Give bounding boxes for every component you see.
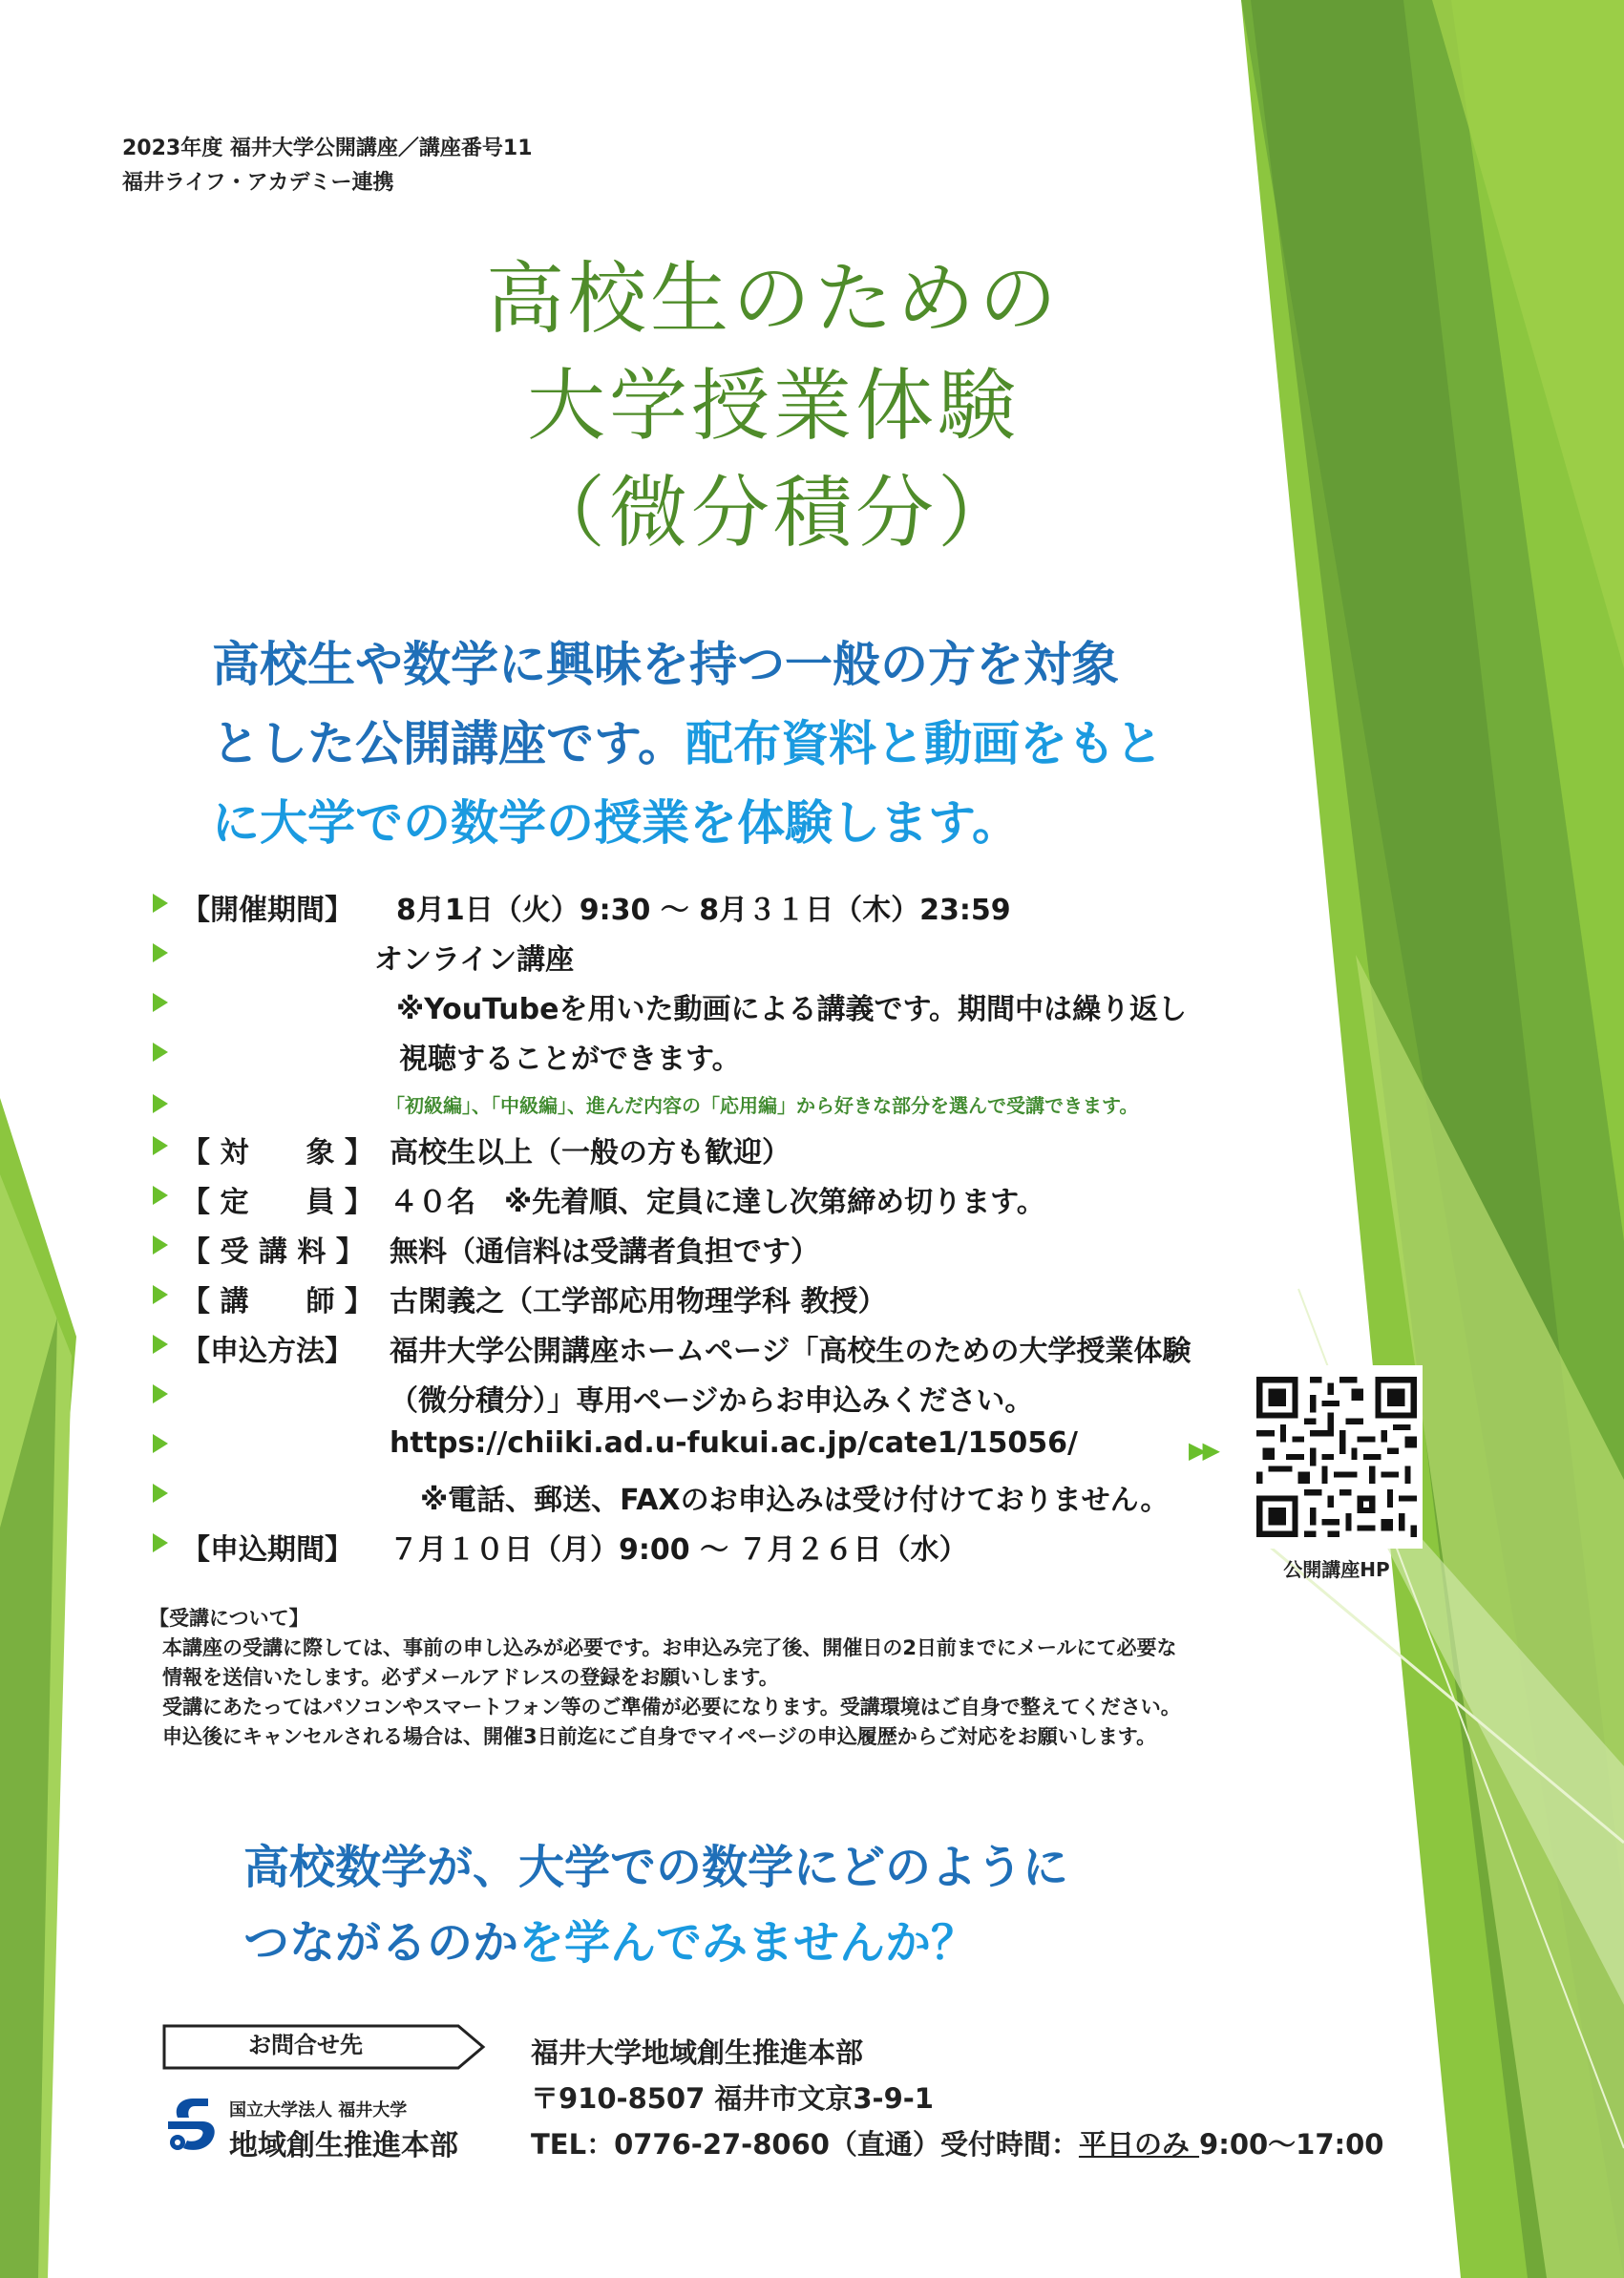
triangle-bullet-icon [153,993,168,1012]
triangle-bullet-icon [153,1235,168,1255]
qr-label: 公開講座HP [1283,1558,1390,1581]
triangle-bullet-icon [153,943,168,962]
triangle-bullet-icon [153,1335,168,1354]
youtube-note-2: 視聴することができます。 [399,1043,741,1076]
contact-address: 〒910-8507 福井市文京3-9-1 [531,2082,934,2115]
triangle-bullet-icon [153,1043,168,1062]
list-item [153,1520,1375,1570]
notes-heading: 【受講について】 [149,1607,309,1630]
notes-paragraph-4: 申込後にキャンセルされる場合は、開催3日前迄にご自身でマイページの申込履歴からご対応をお願いします。 [162,1725,1157,1748]
contact-hours-days: 平日のみ [1078,2128,1200,2161]
contact-label-box [162,2024,487,2070]
list-item [153,1371,1375,1421]
header-line-2: 福井ライフ・アカデミー連携 [122,171,394,195]
triangle-bullet-icon [153,1484,168,1503]
lead-line-2a: とした公開講座です。 [212,716,685,771]
list-item [153,930,1375,980]
details-list [153,880,1375,1570]
list-item [153,1470,1375,1520]
triangle-bullet-icon [153,1384,168,1403]
apply-url-link[interactable]: https://chiiki.ad.u-fukui.ac.jp/cate1/15056/ [390,1426,1078,1460]
list-item [153,1272,1375,1321]
header-line-1: 2023年度 福井大学公開講座／講座番号11 [122,137,533,160]
target-label: 【 対 象 】 [181,1136,373,1170]
logo-line-1: 国立大学法人 福井大学 [229,2100,408,2120]
list-item [153,1123,1375,1172]
closing-line-2b: を学んでみませんか？ [518,1916,978,1970]
arrow-icon: ▶▶ [1189,1437,1216,1464]
triangle-bullet-icon [153,1094,168,1113]
page-title [363,246,1184,567]
title-line-2: 大学授業体験 [526,361,1020,452]
apply-value-2: （微分積分）」専用ページからお申込みください。 [390,1384,1034,1418]
closing-message [243,1830,1294,1981]
contact-info [531,2030,1384,2167]
contact-box-label: お問合せ先 [248,2032,363,2058]
notes-paragraph-1: 本講座の受講に際しては、事前の申し込みが必要です。お申込み完了後、開催日の2日前までにメールにて必要な [162,1636,1177,1659]
lead-line-1: 高校生や数学に興味を持つ一般の方を対象 [212,637,1119,692]
university-logo [160,2095,504,2162]
title-line-1: 高校生のための [485,254,1061,345]
list-item [153,1321,1375,1371]
online-text: オンライン講座 [374,943,575,977]
notes-paragraph-2: 情報を送信いたします。必ずメールアドレスの登録をお願いします。 [162,1666,779,1689]
logo-mark-icon [160,2095,220,2158]
youtube-note-1: ※YouTubeを用いた動画による講義です。期間中は繰り返し [396,993,1188,1026]
lead-line-3: に大学での数学の授業を体験します。 [212,795,1020,851]
target-value: 高校生以上（一般の方も歓迎） [390,1136,791,1170]
closing-line-1: 高校数学が、大学での数学にどのように [243,1841,1069,1894]
list-item [153,1172,1375,1222]
title-line-3: （微分積分） [526,468,1020,559]
lecturer-label: 【 講 師 】 [181,1285,373,1318]
notes-paragraph-3: 受講にあたってはパソコンやスマートフォン等のご準備が必要になります。受講環境はご自身で整えてください。 [162,1696,1181,1719]
list-item [153,880,1375,930]
triangle-bullet-icon [153,1434,168,1453]
qr-code-icon[interactable] [1251,1365,1423,1549]
triangle-bullet-icon [153,894,168,913]
list-item [153,1029,1375,1079]
contact-hours-time: 9:00～17:00 [1199,2128,1384,2161]
levels-note: 「初級編」、「中級編」、進んだ内容の「応用編」から好きな部分を選んで受講できます。 [386,1094,1139,1117]
apply-value-1: 福井大学公開講座ホームページ「高校生のための大学授業体験 [390,1335,1192,1368]
capacity-value: ４０名 ※先着順、定員に達し次第締め切ります。 [390,1186,1045,1219]
header-meta [122,132,533,200]
list-item [153,1079,1375,1123]
lead-text [212,625,1319,863]
contact-tel: TEL：0776-27-8060（直通）受付時間： [531,2128,1079,2161]
fee-value: 無料（通信料は受講者負担です） [390,1235,819,1269]
triangle-bullet-icon [153,1285,168,1304]
period-value: 8月1日（火）9:30 ～ 8月３１日（木）23:59 [396,894,1011,927]
apply-note: ※電話、郵送、FAXのお申込みは受け付けておりません。 [420,1484,1170,1517]
list-item [153,980,1375,1029]
capacity-label: 【 定 員 】 [181,1186,373,1219]
lead-line-2b: 配布資料と動画をもと [685,716,1163,771]
closing-line-2a: つながるのか [243,1916,519,1970]
triangle-bullet-icon [153,1136,168,1155]
triangle-bullet-icon [153,1186,168,1205]
apply-period-value: ７月１０日（月）9:00 ～ ７月２６日（水） [390,1533,968,1567]
fee-label: 【 受 講 料 】 [181,1235,365,1269]
logo-line-2: 地域創生推進本部 [229,2129,458,2162]
period-label: 【開催期間】 [181,894,353,927]
lecturer-value: 古閑義之（工学部応用物理学科 教授） [390,1285,887,1318]
apply-label: 【申込方法】 [181,1335,353,1368]
contact-org: 福井大学地域創生推進本部 [531,2036,864,2069]
apply-period-label: 【申込期間】 [181,1533,353,1567]
triangle-bullet-icon [153,1533,168,1552]
notes-section [151,1604,1411,1752]
list-item [153,1222,1375,1272]
